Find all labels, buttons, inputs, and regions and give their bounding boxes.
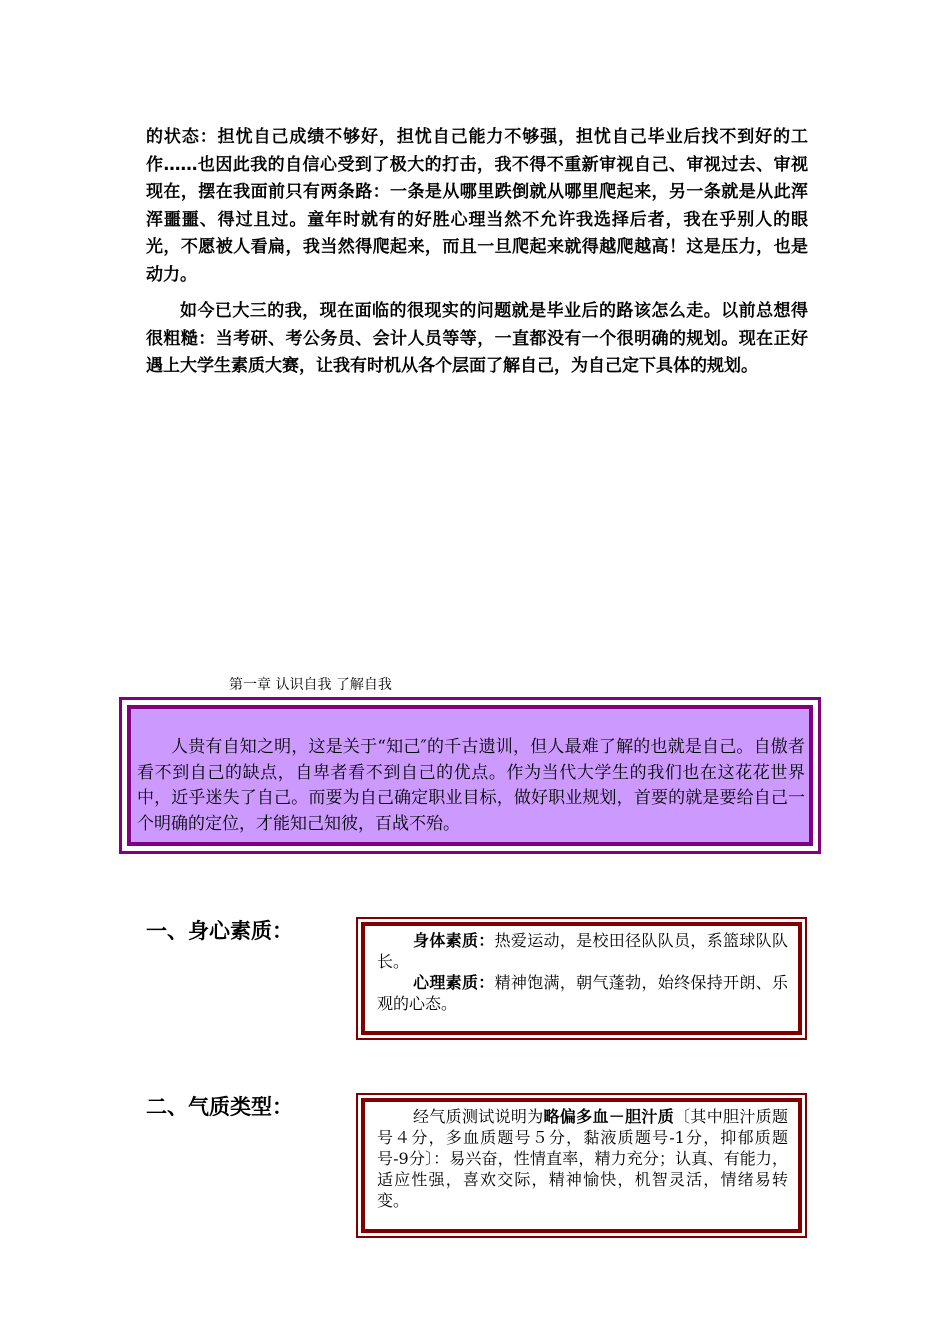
temperament-prefix: 经气质测试说明为 [413,1107,544,1126]
mental-quality-line [377,972,788,1014]
temperament-box [356,1093,807,1238]
temperament-detail: 〔其中胆汁质题号４分，多血质题号５分，黏液质题号-1分，抑郁质题号-9分〕：易兴奋，性情直率，精力充分；认真、有能力，适应性强，喜欢交际，精神愉快，机智灵活，情绪易转变。 [377,1107,788,1210]
physical-mental-box [356,917,807,1040]
chapter-title: 第一章 认识自我 了解自我 [229,677,392,693]
physical-quality-text: 热爱运动，是校田径队队员，系篮球队队长。 [377,931,788,971]
chapter-intro-text: 人贵有自知之明，这是关于“知己″的千古遗训，但人最难了解的也就是自己。自傲者看不到自己的缺点，自卑者看不到自己的优点。作为当代大学生的我们也在这花花世界中，近乎迷失了自己。而要为自己确定职业目标，做好职业规划，首要的就是要给自己一个明确的定位，才能知己知彼，百战不殆。 [137,737,805,834]
body-paragraph-1: 的状态：担忧自己成绩不够好，担忧自己能力不够强，担忧自己毕业后找不到好的工作……也因此我的自信心受到了极大的打击，我不得不重新审视自己、审视过去、审视现在，摆在我面前只有两条路：一条是从哪里跌倒就从哪里爬起来，另一条就是从此浑浑噩噩、得过且过。童年时就有的好胜心理当然不允许我选择后者，我在乎别人的眼光，不愿被人看扁，我当然得爬起来，而且一旦爬起来就得越爬越高！这是压力，也是动力。 [146,127,808,285]
chapter-intro-box [127,705,813,846]
temperament-box-inner [361,1098,802,1233]
temperament-text [377,1106,788,1211]
section-heading-physical-mental: 一、身心素质： [146,919,293,943]
section-heading-temperament: 二、气质类型： [146,1095,293,1119]
chapter-intro-frame [119,697,821,854]
temperament-type: 略偏多血－胆汁质 [543,1107,675,1126]
physical-quality-label: 身体素质： [413,931,495,950]
mental-quality-label: 心理素质： [413,973,495,992]
mental-quality-text: 精神饱满，朝气蓬勃，始终保持开朗、乐观的心态。 [377,973,788,1013]
physical-quality-line [377,930,788,972]
body-paragraph-2: 如今已大三的我，现在面临的很现实的问题就是毕业后的路该怎么走。以前总想得很粗糙：当考研、考公务员、会计人员等等，一直都没有一个很明确的规划。现在正好遇上大学生素质大赛，让我有时机从各个层面了解自己，为自己定下具体的规划。 [146,301,808,376]
physical-mental-box-inner [361,922,802,1035]
